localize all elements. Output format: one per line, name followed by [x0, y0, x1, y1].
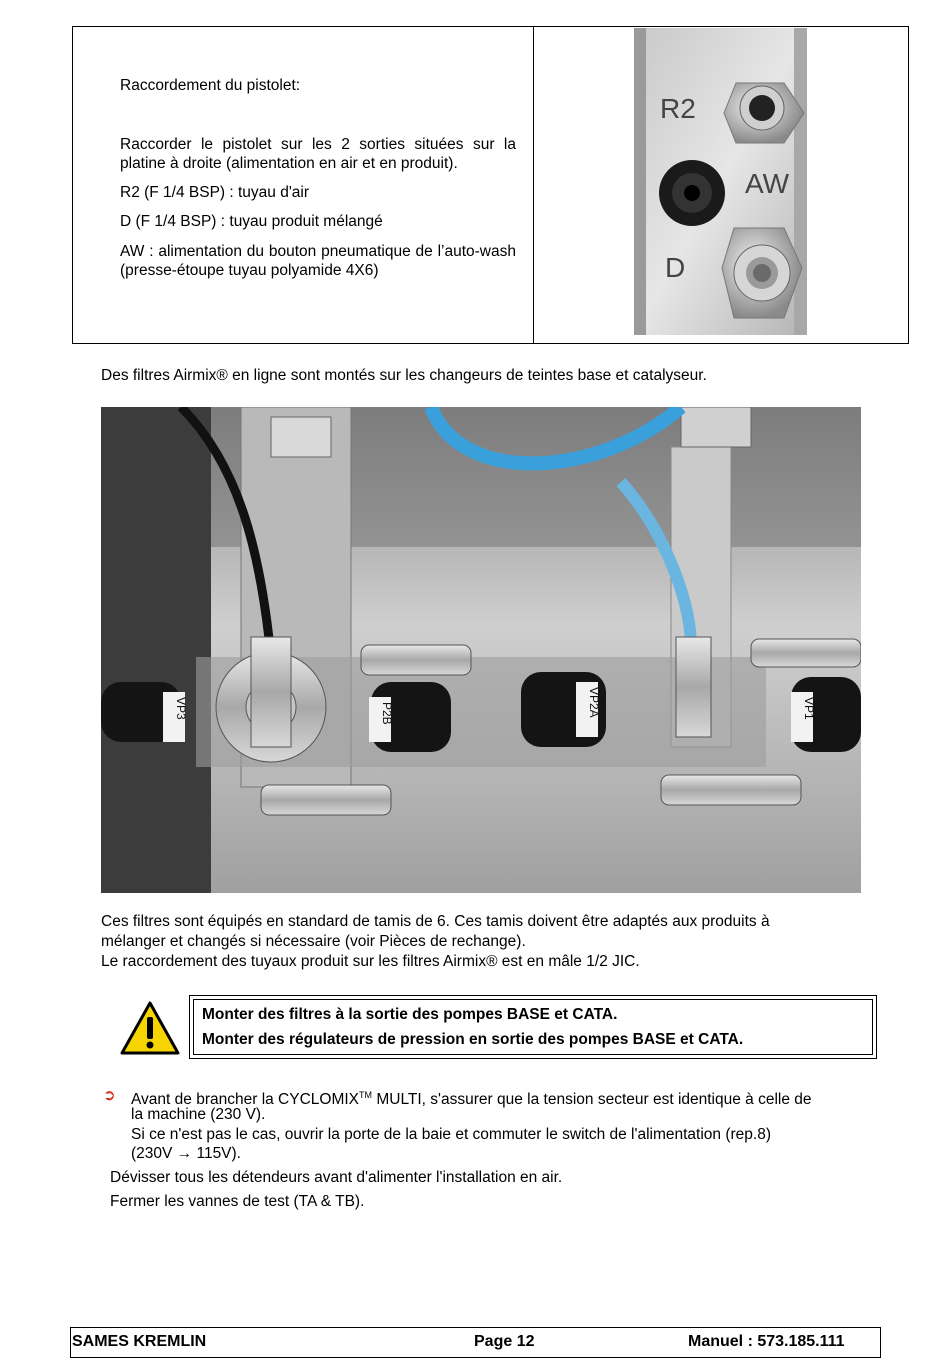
- r2-description: R2 (F 1/4 BSP) : tuyau d'air: [120, 184, 310, 201]
- aw-description: AW : alimentation du bouton pneumatique de l’auto-wash (presse-étoupe tuyau polyamide 4X6): [120, 243, 516, 279]
- filters-text-line-3: Le raccordement des tuyaux produit sur les filtres Airmix® est en mâle 1/2 JIC.: [101, 953, 640, 970]
- valve-label-vp2a: VP2A: [587, 687, 601, 718]
- bullet-line-1: Avant de brancher la CYCLOMIX™ MULTI, s'assurer que la tension secteur est identique à celle de: [131, 1090, 812, 1109]
- valve-label-vp1: VP1: [802, 697, 816, 720]
- color-changer-photo: [101, 407, 861, 893]
- detendeurs-line: Dévisser tous les détendeurs avant d'alimenter l'installation en air.: [110, 1169, 563, 1186]
- photo-label-aw: AW: [745, 168, 790, 199]
- connection-heading: Raccordement du pistolet:: [120, 77, 301, 94]
- footer-page-number: Page 12: [474, 1333, 535, 1350]
- footer-company: SAMES KREMLIN: [72, 1333, 207, 1350]
- warning-line-2: Monter des régulateurs de pression en sortie des pompes BASE et CATA.: [202, 1031, 744, 1048]
- filters-intro: Des filtres Airmix® en ligne sont montés sur les changeurs de teintes base et catalyseur.: [101, 367, 707, 384]
- filters-text-line-1: Ces filtres sont équipés en standard de tamis de 6. Ces tamis doivent être adaptés aux produits à: [101, 913, 770, 930]
- valve-label-vp3: VP3: [174, 697, 188, 720]
- footer-manual-reference: Manuel : 573.185.111: [688, 1333, 845, 1350]
- bullet-line-4: (230V → 115V).: [131, 1145, 241, 1162]
- table-divider: [533, 26, 534, 344]
- bullet-arrow-icon: ➲: [103, 1087, 116, 1104]
- bullet-line-3: Si ce n'est pas le cas, ouvrir la porte de la baie et commuter le switch de l'alimentation (rep.8): [131, 1126, 771, 1143]
- warning-line-1: Monter des filtres à la sortie des pompes BASE et CATA.: [202, 1006, 618, 1023]
- d-description: D (F 1/4 BSP) : tuyau produit mélangé: [120, 213, 383, 230]
- connection-paragraph: Raccorder le pistolet sur les 2 sorties situées sur la platine à droite (alimentation en air et en produit).: [120, 136, 516, 172]
- bullet-line-2: la machine (230 V).: [131, 1106, 266, 1123]
- filters-text-line-2: mélanger et changés si nécessaire (voir Pièces de rechange).: [101, 933, 526, 950]
- photo-label-d: D: [665, 252, 686, 283]
- vannes-line: Fermer les vannes de test (TA & TB).: [110, 1193, 365, 1210]
- photo-label-r2: R2: [660, 93, 696, 124]
- valve-label-p2b: P2B: [380, 702, 394, 725]
- warning-icon: [120, 1001, 180, 1055]
